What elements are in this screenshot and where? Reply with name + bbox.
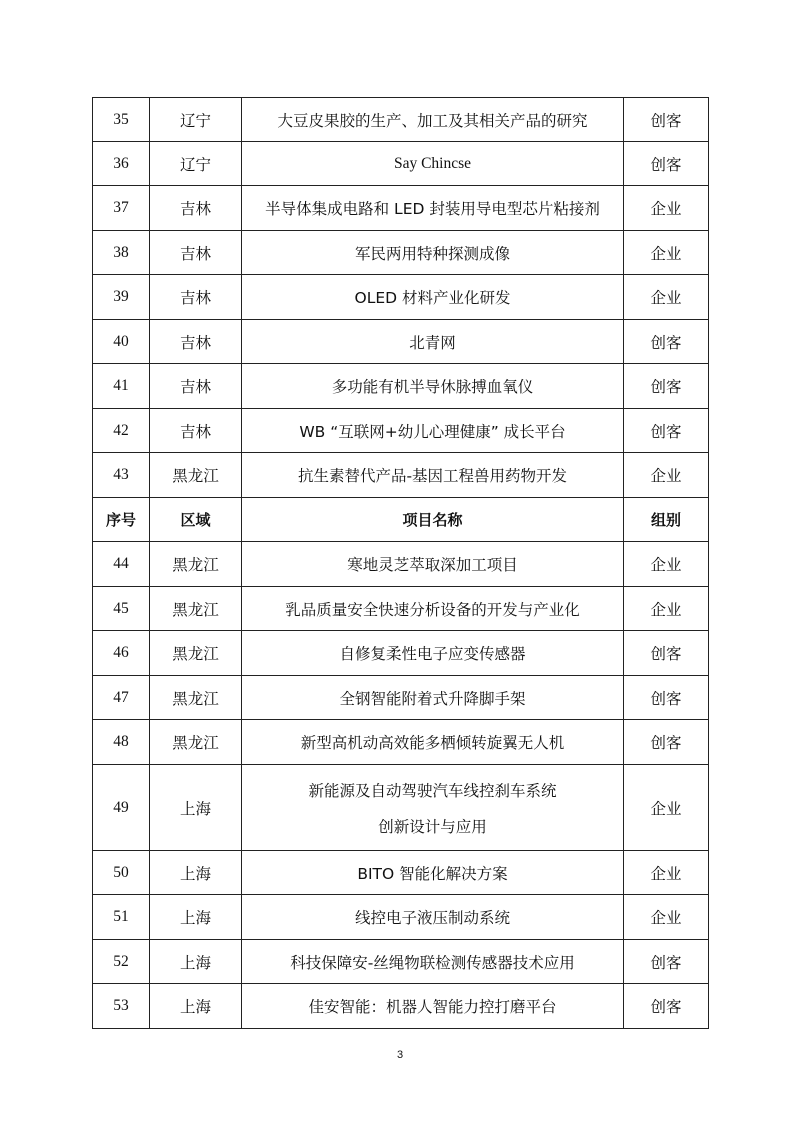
row-group: 企业 [624, 186, 709, 231]
row-number: 49 [93, 765, 150, 851]
row-region: 上海 [150, 765, 242, 851]
row-number: 38 [93, 231, 150, 275]
row-project-name: 全钢智能附着式升降脚手架 [242, 676, 624, 720]
project-name-line-2: 创新设计与应用 [378, 817, 487, 836]
row-project-name: 半导体集成电路和 LED 封装用导电型芯片粘接剂 [242, 186, 624, 231]
row-project-name: 寒地灵芝萃取深加工项目 [242, 542, 624, 587]
row-region: 吉林 [150, 275, 242, 320]
table-row [93, 364, 709, 409]
row-number: 41 [93, 364, 150, 409]
table-row [93, 676, 709, 720]
row-group: 创客 [624, 364, 709, 409]
row-project-name: 大豆皮果胶的生产、加工及其相关产品的研究 [242, 98, 624, 142]
row-number: 35 [93, 98, 150, 142]
row-region: 吉林 [150, 364, 242, 409]
table-row [93, 98, 709, 142]
row-region: 上海 [150, 895, 242, 940]
table-row [93, 940, 709, 984]
row-group: 企业 [624, 231, 709, 275]
table-row [93, 851, 709, 895]
row-project-name: Say Chincse [242, 142, 624, 186]
row-project-name: WB “互联网+幼儿心理健康” 成长平台 [242, 409, 624, 453]
row-region: 黑龙江 [150, 631, 242, 676]
table-row [93, 542, 709, 587]
row-project-name [242, 765, 624, 851]
row-number: 52 [93, 940, 150, 984]
page-number: 3 [396, 1049, 404, 1061]
row-number: 47 [93, 676, 150, 720]
row-number: 44 [93, 542, 150, 587]
row-region: 吉林 [150, 231, 242, 275]
row-region: 辽宁 [150, 98, 242, 142]
header-number: 序号 [93, 498, 150, 542]
row-project-name: OLED 材料产业化研发 [242, 275, 624, 320]
row-number: 51 [93, 895, 150, 940]
table-row [93, 453, 709, 498]
row-project-name: 佳安智能：机器人智能力控打磨平台 [242, 984, 624, 1029]
table-header-row [93, 498, 709, 542]
row-group: 企业 [624, 587, 709, 631]
row-project-name: 抗生素替代产品-基因工程兽用药物开发 [242, 453, 624, 498]
row-group: 创客 [624, 409, 709, 453]
row-number: 39 [93, 275, 150, 320]
row-group: 企业 [624, 275, 709, 320]
row-group: 创客 [624, 98, 709, 142]
row-number: 36 [93, 142, 150, 186]
row-region: 黑龙江 [150, 453, 242, 498]
table-row [93, 275, 709, 320]
row-group: 创客 [624, 940, 709, 984]
row-number: 45 [93, 587, 150, 631]
row-region: 吉林 [150, 320, 242, 364]
row-project-name: 科技保障安-丝绳物联检测传感器技术应用 [242, 940, 624, 984]
row-region: 黑龙江 [150, 720, 242, 765]
row-region: 吉林 [150, 409, 242, 453]
row-project-name: 自修复柔性电子应变传感器 [242, 631, 624, 676]
row-number: 48 [93, 720, 150, 765]
row-region: 黑龙江 [150, 542, 242, 587]
row-group: 创客 [624, 984, 709, 1029]
row-project-name: 军民两用特种探测成像 [242, 231, 624, 275]
row-region: 上海 [150, 984, 242, 1029]
row-number: 53 [93, 984, 150, 1029]
row-number: 46 [93, 631, 150, 676]
row-region: 黑龙江 [150, 676, 242, 720]
table-row [93, 720, 709, 765]
header-group: 组别 [624, 498, 709, 542]
row-project-name: 新型高机动高效能多栖倾转旋翼无人机 [242, 720, 624, 765]
row-group: 企业 [624, 542, 709, 587]
row-number: 40 [93, 320, 150, 364]
row-project-name: 线控电子液压制动系统 [242, 895, 624, 940]
row-number: 43 [93, 453, 150, 498]
table-row [93, 231, 709, 275]
row-group: 创客 [624, 631, 709, 676]
row-region: 上海 [150, 940, 242, 984]
row-region: 上海 [150, 851, 242, 895]
header-region: 区域 [150, 498, 242, 542]
row-project-name: 北青网 [242, 320, 624, 364]
row-group: 创客 [624, 720, 709, 765]
table-row [93, 895, 709, 940]
row-number: 37 [93, 186, 150, 231]
row-group: 创客 [624, 676, 709, 720]
row-number: 42 [93, 409, 150, 453]
table-row [93, 409, 709, 453]
row-group: 企业 [624, 765, 709, 851]
row-project-name: 乳品质量安全快速分析设备的开发与产业化 [242, 587, 624, 631]
row-number: 50 [93, 851, 150, 895]
row-group: 企业 [624, 895, 709, 940]
table-row [93, 984, 709, 1029]
row-group: 创客 [624, 142, 709, 186]
row-group: 企业 [624, 851, 709, 895]
row-region: 吉林 [150, 186, 242, 231]
table-row [93, 631, 709, 676]
row-group: 创客 [624, 320, 709, 364]
row-region: 黑龙江 [150, 587, 242, 631]
project-name-line-1: 新能源及自动驾驶汽车线控刹车系统 [308, 781, 557, 800]
row-project-name: BITO 智能化解决方案 [242, 851, 624, 895]
header-project-name: 项目名称 [242, 498, 624, 542]
row-region: 辽宁 [150, 142, 242, 186]
row-group: 企业 [624, 453, 709, 498]
table-row [93, 587, 709, 631]
row-project-name: 多功能有机半导休脉搏血氧仪 [242, 364, 624, 409]
table-row [93, 320, 709, 364]
table-row [93, 765, 709, 851]
table-row [93, 142, 709, 186]
table-row [93, 186, 709, 231]
project-table [92, 97, 709, 1029]
